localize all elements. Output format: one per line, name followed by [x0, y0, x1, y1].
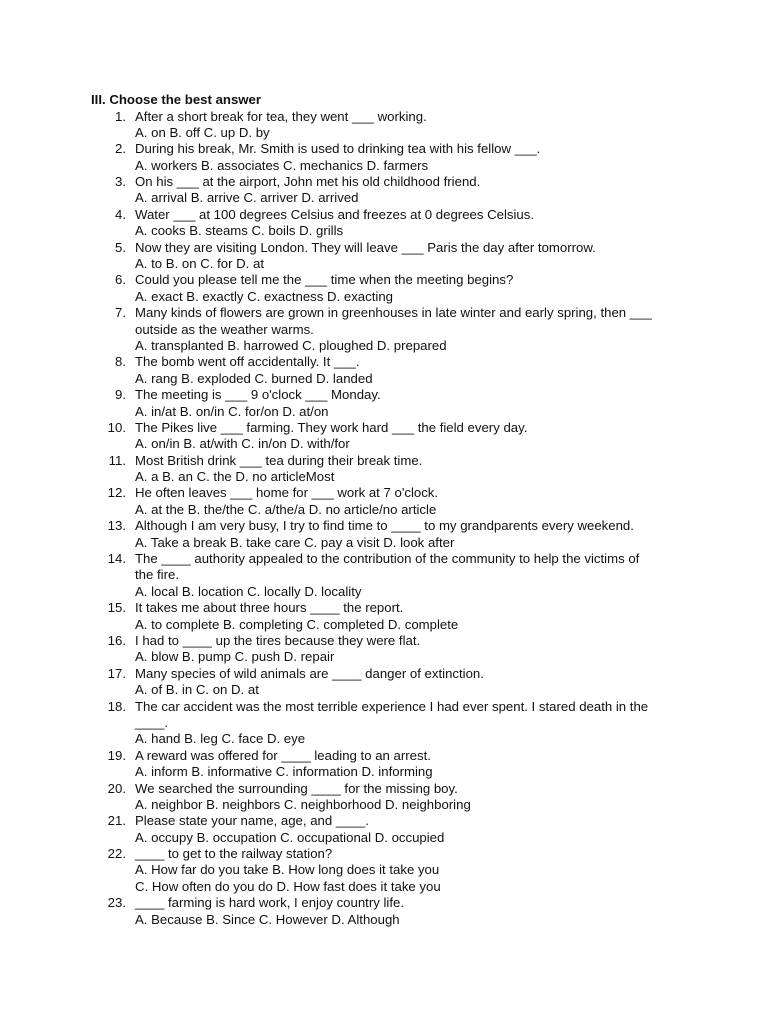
answer-options: A. Take a break B. take care C. pay a visit D. look after — [135, 534, 455, 550]
question-number: 19. — [107, 747, 126, 763]
question-number: 2. — [115, 141, 126, 157]
question-number: 23. — [107, 895, 126, 911]
question-text: Many species of wild animals are ____ danger of extinction. — [135, 665, 484, 681]
answer-options: A. transplanted B. harrowed C. ploughed D. prepared — [135, 337, 447, 353]
question-item — [0, 633, 768, 666]
question-text: Although I am very busy, I try to find time to ____ to my grandparents every weekend. — [135, 518, 634, 534]
question-text: ____ farming is hard work, I enjoy country life. — [135, 895, 405, 911]
answer-options: A. hand B. leg C. face D. eye — [135, 731, 306, 747]
question-text: He often leaves ___ home for ___ work at 7 o'clock. — [135, 485, 439, 501]
answer-options: A. local B. location C. locally D. locality — [135, 583, 362, 599]
answer-options: A. to B. on C. for D. at — [135, 256, 264, 272]
answer-options: A. a B. an C. the D. no articleMost — [135, 469, 335, 485]
answer-options: A. blow B. pump C. push D. repair — [135, 649, 335, 665]
question-text: outside as the weather warms. — [135, 321, 314, 337]
question-item — [0, 748, 768, 781]
question-number: 20. — [107, 780, 126, 796]
question-number: 5. — [115, 239, 126, 255]
question-text: Most British drink ___ tea during their break time. — [135, 452, 423, 468]
answer-options: A. occupy B. occupation C. occupational D. occupied — [135, 829, 445, 845]
question-text: the fire. — [135, 567, 179, 583]
question-item — [0, 174, 768, 207]
question-item — [0, 354, 768, 387]
question-number: 17. — [107, 665, 126, 681]
question-number: 7. — [115, 305, 126, 321]
question-item — [0, 518, 768, 551]
question-number: 6. — [115, 272, 126, 288]
question-text: After a short break for tea, they went ___ working. — [135, 108, 427, 124]
answer-options: C. How often do you do D. How fast does it take you — [135, 878, 441, 894]
question-item — [0, 207, 768, 240]
answer-options: A. inform B. informative C. information D. informing — [135, 764, 433, 780]
question-text: Please state your name, age, and ____. — [135, 813, 369, 829]
question-text: The ____ authority appealed to the contribution of the community to help the victims of — [135, 551, 640, 567]
question-number: 3. — [115, 174, 126, 190]
question-item — [0, 600, 768, 633]
question-text: We searched the surrounding ____ for the missing boy. — [135, 780, 458, 796]
question-number: 14. — [107, 551, 126, 567]
question-number: 16. — [107, 633, 126, 648]
answer-options: A. How far do you take B. How long does it take you — [135, 862, 440, 878]
question-text: The Pikes live ___ farming. They work hard ___ the field every day. — [135, 419, 528, 435]
answer-options: A. Because B. Since C. However D. Although — [135, 911, 400, 927]
question-item — [0, 420, 768, 453]
question-item — [0, 813, 768, 846]
answer-options: A. on B. off C. up D. by — [135, 124, 270, 140]
question-text: Now they are visiting London. They will leave ___ Paris the day after tomorrow. — [135, 239, 596, 255]
answer-options: A. workers B. associates C. mechanics D. farmers — [135, 157, 429, 173]
answer-options: A. rang B. exploded C. burned D. landed — [135, 370, 373, 386]
question-item — [0, 141, 768, 174]
question-number: 9. — [115, 387, 126, 403]
question-item — [0, 453, 768, 486]
question-text: On his ___ at the airport, John met his old childhood friend. — [135, 174, 481, 190]
question-number: 1. — [115, 108, 126, 124]
question-item — [0, 666, 768, 699]
question-text: The meeting is ___ 9 o'clock ___ Monday. — [135, 387, 381, 403]
answer-options: A. cooks B. steams C. boils D. grills — [135, 223, 344, 239]
question-item — [0, 240, 768, 273]
question-text: ____ to get to the railway station? — [135, 846, 333, 862]
question-item — [0, 305, 768, 354]
question-item — [0, 109, 768, 142]
question-text: Many kinds of flowers are grown in greenhouses in late winter and early spring, then ___ — [135, 305, 652, 321]
question-text: The bomb went off accidentally. It ___. — [135, 354, 360, 370]
question-number: 11. — [108, 452, 126, 468]
question-number: 10. — [107, 419, 126, 435]
question-list — [0, 109, 768, 929]
answer-options: A. neighbor B. neighbors C. neighborhood D. neighboring — [135, 796, 471, 812]
question-text: Could you please tell me the ___ time when the meeting begins? — [135, 272, 514, 288]
answer-options: A. to complete B. completing C. completed D. complete — [135, 616, 459, 632]
question-item — [0, 272, 768, 305]
question-item — [0, 699, 768, 748]
question-number: 22. — [107, 846, 126, 862]
question-number: 15. — [107, 600, 126, 616]
question-number: 21. — [107, 813, 126, 829]
answer-options: A. arrival B. arrive C. arriver D. arrived — [135, 190, 359, 206]
answer-options: A. on/in B. at/with C. in/on D. with/for — [135, 436, 350, 452]
question-item — [0, 387, 768, 420]
question-number: 13. — [107, 518, 126, 534]
question-item — [0, 551, 768, 600]
question-number: 18. — [107, 698, 126, 714]
question-number: 8. — [115, 354, 126, 370]
answer-options: A. of B. in C. on D. at — [135, 682, 259, 698]
question-item — [0, 485, 768, 518]
question-text: During his break, Mr. Smith is used to drinking tea with his fellow ___. — [135, 141, 541, 157]
question-number: 12. — [107, 485, 126, 501]
question-item — [0, 781, 768, 814]
question-text: The car accident was the most terrible experience I had ever spent. I stared death in the — [135, 698, 649, 714]
question-number: 4. — [115, 206, 126, 222]
question-text: ____. — [135, 714, 169, 730]
question-item — [0, 895, 768, 928]
answer-options: A. exact B. exactly C. exactness D. exacting — [135, 288, 393, 304]
answer-options: A. at the B. the/the C. a/the/a D. no article/no article — [135, 501, 437, 517]
question-text: A reward was offered for ____ leading to an arrest. — [135, 747, 431, 763]
question-text: Water ___ at 100 degrees Celsius and freezes at 0 degrees Celsius. — [135, 206, 535, 222]
question-text: It takes me about three hours ____ the report. — [135, 600, 404, 616]
answer-options: A. in/at B. on/in C. for/on D. at/on — [135, 403, 329, 419]
question-text: I had to ____ up the tires because they were flat. — [135, 633, 421, 648]
section-heading: III. Choose the best answer — [91, 92, 262, 107]
question-item — [0, 846, 768, 895]
